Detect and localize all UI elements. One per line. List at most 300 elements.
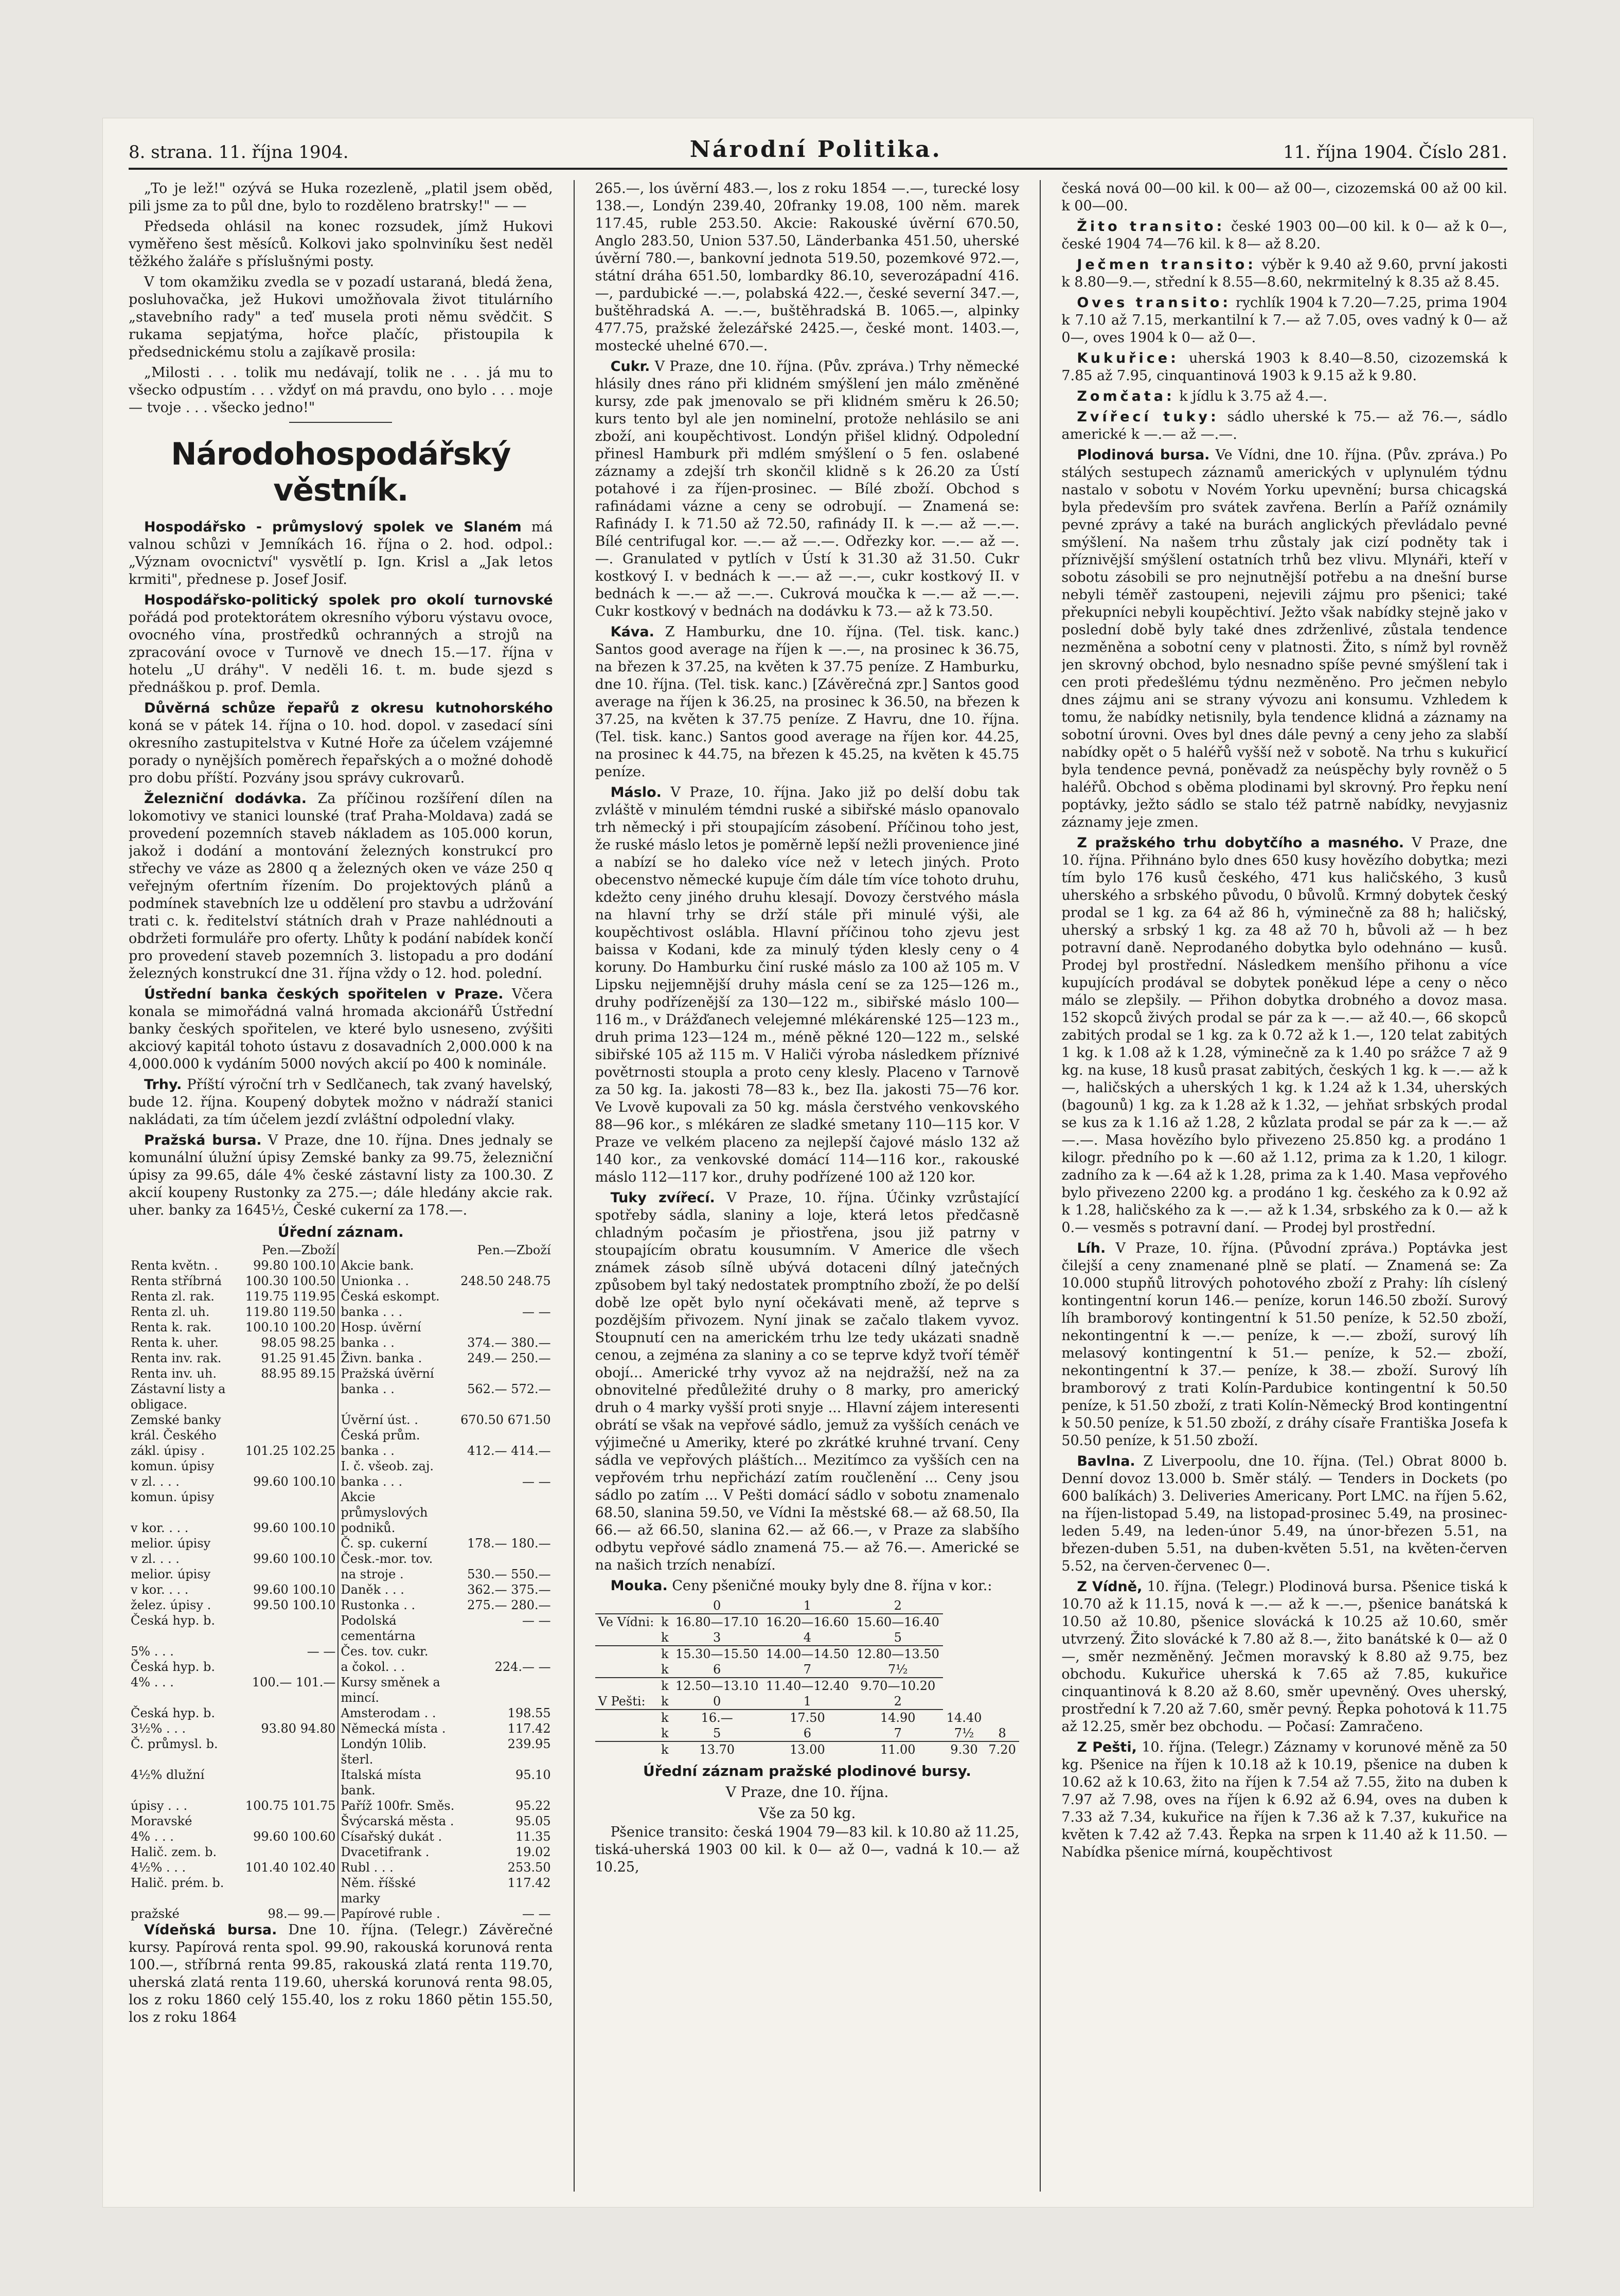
column-1 xyxy=(129,180,575,2192)
column-2 xyxy=(595,180,1041,2192)
table-row xyxy=(129,1258,553,1273)
continued-text: česká nová 00—00 kil. k 00— až 00—, cizozemská 00 až 00 kil. k 00—00. xyxy=(1061,181,1507,214)
table-cell: 7.20 xyxy=(988,1742,1016,1757)
table-cell: podniků. xyxy=(338,1520,458,1536)
article xyxy=(129,1921,553,2026)
table-row xyxy=(129,1289,553,1304)
article-head: Cukr. xyxy=(610,359,650,375)
table-cell: Hosp. úvěrní xyxy=(338,1320,458,1335)
table-cell: k xyxy=(661,1647,669,1661)
table-cell: 178.— 180.— xyxy=(467,1536,551,1551)
table-row xyxy=(129,1335,553,1350)
table-cell xyxy=(243,1412,339,1428)
table-cell: 1 xyxy=(762,1694,853,1710)
table-cell: 5% . . . xyxy=(131,1644,174,1659)
article-text: koná se v pátek 14. října o 10. hod. dopol. v zasedací síni okresního zastupitelstva v Kutné Hoře za účelem vzájemné porady o nynějších poměrech řepařských a o možné dohodě pro dobu příští. Pozvány jsou správy cukrovarů. xyxy=(129,718,553,786)
table-cell xyxy=(595,1646,658,1662)
table-cell: banka . . xyxy=(338,1381,458,1412)
table-cell: 11.40—12.40 xyxy=(766,1679,849,1693)
table-cell: 4% . . . xyxy=(131,1675,174,1689)
table-cell: Česká hyp. b. xyxy=(131,1706,215,1720)
article xyxy=(129,1076,553,1129)
table-cell: Renta k. uher. xyxy=(131,1336,219,1350)
table-row xyxy=(129,1705,553,1721)
table-cell xyxy=(243,1659,339,1675)
table-cell xyxy=(243,1489,339,1520)
article-text: uherská 1903 k 8.40—8.50, cizozemská k 7.85 až 7.95, cinquantinová 1903 k 9.15 až k 9.80. xyxy=(1061,350,1507,384)
table-cell: 253.50 xyxy=(507,1860,551,1875)
table-cell xyxy=(458,1520,553,1536)
table-row xyxy=(129,1875,553,1906)
section-title: Národohospodářský věstník. xyxy=(171,436,511,508)
table-cell xyxy=(458,1458,553,1474)
column-fade xyxy=(1061,2161,1507,2192)
table-cell: 4½% dlužní xyxy=(131,1768,205,1782)
table-cell: k xyxy=(658,1725,672,1741)
table-cell: 224.— — xyxy=(494,1660,551,1674)
table-cell: Renta květn. . xyxy=(131,1258,218,1273)
table-cell: Dvacetifrank . xyxy=(338,1844,458,1860)
table-cell: 13.00 xyxy=(790,1742,825,1757)
article-text: Dne 10. října. (Telegr.) Závěrečné kursy. Papírová renta spol. 99.90, rakouská korunová renta 100.—, stříbrná renta 99.85, rakouská zlatá renta 119.70, uherská zlatá renta 119.60, uherská korunová renta 98.05, los z roku 1860 celý 155.40, los z roku 1860 pětin 155.50, los z roku 1864 xyxy=(129,1922,553,2025)
table-cell: 99.60 100.10 xyxy=(253,1521,336,1535)
article-head: Z Pešti, xyxy=(1077,1739,1137,1755)
table-cell: 100.30 100.50 xyxy=(245,1274,336,1288)
table-cell: komun. úpisy xyxy=(131,1490,215,1504)
table-row xyxy=(129,1829,553,1844)
table-cell: 15.30—15.50 xyxy=(675,1647,759,1661)
article xyxy=(1061,1240,1507,1450)
table-cell xyxy=(243,1767,339,1798)
table-cell: želez. úpisy . xyxy=(131,1598,211,1612)
article-text: V Praze, dne 10. října. (Pův. zpráva.) Trhy německé hlásily dnes ráno při klidném smýšlení jen málo změněné kursy, zde pak jmenovalo se při klidném směru k 26.50; kurs tento byl ale jen nominelní, protože nehlásilo se ani zboží, ani koupěchtivost. Londýn přišel klidný. Odpolední přinesl Hamburk při mdlém smýšlení o 5 fen. oslabené záznamy a zdejší trh skončil klidně s k 26.20 za Ústí potahové i za říjen-prosinec. — Bílé zboží. Obchod s rafinádami vázne a ceny se odrobují. — Znamená se: Rafinády I. k 71.50 až 72.50, rafinády II. k —.— až —.—. Bílé centrifugal kor. —.— až —.—. Odřezky kor. —.— až —.—. Granulated v pytlích v Ústí k 31.30 až 31.50. Cukr kostkový I. v bednách k —.— až —.—, cukr kostkový II. v bednách k —.— až —.—. Cukrová moučka k —.— až —.—. Cukr kostkový v bednách na dodávku k 73.— až k 73.50. xyxy=(595,359,1020,619)
table-cell: k xyxy=(658,1662,672,1678)
table-cell: banka . . xyxy=(338,1443,458,1458)
continued-text: 265.—, los úvěrní 483.—, los z roku 1854 —.—, turecké losy 138.—, Londýn 239.40, 20franky 19.08, 100 něm. marek 117.45, ruble 253.50. Akcie: Rakouské úvěrní 670.50, Anglo 283.50, Union 537.50, Länderbanka 451.50, uherské úvěrní 780.—, bankovní jednota 519.50, pozemkové 972.—, státní dráha 651.50, lombardky 86.10, severozápadní 416.—, pardubické —.—, polabská 422.—, české severní 347.—, buštěhradská A. —.—, buštěhradská B. 1065.—, alpinky 477.75, pražské železářské 2425.—, české mont. 1403.—, mostecké uhelné 670.—. xyxy=(595,181,1020,354)
table-cell: 95.10 xyxy=(515,1768,551,1782)
table-cell: Č. průmysl. b. xyxy=(131,1737,218,1751)
table-cell: Císařský dukát . xyxy=(338,1829,458,1844)
table-cell: 7½ xyxy=(943,1725,985,1741)
table-cell: 95.05 xyxy=(515,1814,551,1828)
table-cell: 119.75 119.95 xyxy=(245,1289,336,1304)
table-row xyxy=(129,1844,553,1860)
article xyxy=(129,1132,553,1219)
table-cell: k xyxy=(661,1615,669,1629)
table-row xyxy=(129,1567,553,1582)
article xyxy=(129,790,553,983)
column-header: Pen.—Zboží xyxy=(262,1243,336,1257)
table-cell xyxy=(595,1741,658,1757)
table-cell: 99.50 100.10 xyxy=(253,1598,336,1612)
table-cell: 3 xyxy=(672,1630,762,1646)
intro-paragraph: „To je lež!" ozývá se Huka rozezleně, „platil jsem oběd, pili jsme za to půl dne, bylo to rozděleno bratrsky!" — — xyxy=(129,181,553,214)
table-cell: 198.55 xyxy=(507,1706,551,1720)
article xyxy=(595,624,1020,781)
table-cell: melior. úpisy xyxy=(131,1567,211,1581)
table-cell: 16.20—16.60 xyxy=(766,1615,849,1629)
table-cell xyxy=(595,1725,658,1741)
table-cell: 249.— 250.— xyxy=(467,1351,551,1365)
table-cell: — — xyxy=(522,1907,551,1921)
table-cell: na stroje . xyxy=(338,1567,458,1582)
produce-title: Úřední záznam pražské plodinové bursy. xyxy=(643,1763,971,1779)
table-cell: 670.50 671.50 xyxy=(460,1413,551,1427)
article xyxy=(1061,1578,1507,1736)
table-cell: 119.80 119.50 xyxy=(245,1305,336,1319)
table-cell xyxy=(243,1875,339,1906)
table-cell xyxy=(243,1428,339,1443)
table-cell: 100.— 101.— xyxy=(252,1675,336,1689)
table-cell xyxy=(243,1844,339,1860)
header-left: 8. strana. 11. října 1904. xyxy=(129,142,349,163)
table-row xyxy=(129,1304,553,1320)
table-cell: 9.70—10.20 xyxy=(860,1679,936,1693)
table-row xyxy=(129,1597,553,1613)
table-cell: Renta inv. rak. xyxy=(131,1351,222,1365)
article xyxy=(1061,1739,1507,1861)
table-cell: 99.60 100.10 xyxy=(253,1474,336,1489)
table-cell: 5 xyxy=(852,1630,943,1646)
table-row xyxy=(595,1678,1020,1694)
table-cell: v kor. . . . xyxy=(131,1582,189,1597)
table-cell xyxy=(458,1366,553,1381)
table-cell: 100.75 101.75 xyxy=(245,1799,336,1813)
table-cell: 101.40 102.40 xyxy=(245,1860,336,1875)
table-cell: 117.42 xyxy=(507,1721,551,1736)
table-cell: 9.30 xyxy=(950,1742,978,1757)
table-cell: 12.50—13.10 xyxy=(675,1679,759,1693)
intro-paragraph: „Milosti . . . tolik mu nedávají, tolik ne . . . já mu to všecko odpustím . . . vždyť on má pravdu, ono bylo . . . moje — tvoje . . . všecko jedno!" xyxy=(129,365,553,416)
table-row xyxy=(129,1428,553,1443)
table-cell xyxy=(243,1567,339,1582)
article-head: Ječmen transito: xyxy=(1077,257,1256,273)
table-cell: 4% . . . xyxy=(131,1829,174,1844)
table-row xyxy=(129,1906,553,1921)
divider xyxy=(289,422,392,423)
article xyxy=(595,358,1020,620)
table-row xyxy=(129,1458,553,1474)
table-cell xyxy=(243,1458,339,1474)
article-text: Příští výroční trh v Sedlčanech, tak zvaný havelský, bude 12. října. Koupený dobytek možno v nádraží stanici nakládati, za tím účelem jezdí zvláštní odpolední vlaky. xyxy=(129,1077,553,1128)
article xyxy=(1061,408,1507,443)
intro-paragraph: Předseda ohlásil na konec rozsudek, jímž Hukovi vyměřeno šest měsíců. Kolkovi jako spolnviníku šest neděl těžkého žaláře s příslušnými posty. xyxy=(129,219,553,270)
article-text: výběr k 9.40 až 9.60, první jakosti k 8.80—9.—, střední k 8.55—8.60, nekrmitelný k 8.35 až 8.45. xyxy=(1061,257,1507,290)
table-row xyxy=(129,1582,553,1597)
table-cell xyxy=(458,1644,553,1659)
article xyxy=(1061,1453,1507,1575)
table-cell: Londýn 10lib. šterl. xyxy=(338,1736,458,1767)
table-cell: 248.50 248.75 xyxy=(460,1274,551,1288)
table-cell: Renta zl. rak. xyxy=(131,1289,215,1304)
table-cell: 7 xyxy=(762,1662,853,1678)
table-cell xyxy=(595,1710,658,1725)
table-cell: Česká eskompt. xyxy=(338,1289,458,1304)
table-row xyxy=(129,1536,553,1551)
article-head: Hospodářsko-politický spolek pro okolí turnovské xyxy=(144,592,553,608)
table-cell: — — xyxy=(307,1644,336,1659)
table-cell: — — xyxy=(522,1474,551,1489)
table-cell xyxy=(458,1551,553,1567)
table-cell xyxy=(458,1675,553,1705)
table-cell: 14.40 xyxy=(946,1710,982,1725)
article-head: Kukuřice: xyxy=(1077,350,1179,366)
article-text: V Praze, 10. října. Jako již po delší dobu tak zvláště v minulém témdni ruské a sibiřské máslo opanovalo trh německý i při stoupajícím zásobení. Příčinou toho jest, že ruské máslo letos je poměrně lepší nežli provenience jiné a nabízí se ho daleko více než v letech jiných. Proto obecenstvo německé kupuje čím dále tím více tohoto druhu, kdežto ceny jiného druhu klesají. Dovozy čerstvého másla na hlavní trhy se drží stále při minulé výši, ale koupěchtivost oslábla. Hlavní příčinou toho zjevu jest baissa v Kodani, kde za minulý týden klesly ceny o 4 koruny. Do Hamburku činí ruské máslo za 100 až 105 m. V Lipsku nejjemnější druhy másla cení se za 125—126 m., druhy podřízenější za 130—122 m., sibiřské máslo 100—116 m., v Drážďanech velejemné mlékárenské 125—123 m., druh prima 123—124 m., méně pěkné 120—122 m., selské sibiřské 105 až 115 m. V Haliči výroba následkem příznivé povětrnosti stoupla a proto ceny klesly. Placeno v Tarnově za 50 kg. Ia. jakosti 78—83 k., bez Ila. jakosti 75—76 kor. Ve Lvově kupovali za 50 kg. másla čerstvého venkovského 88—96 kor., s mlékáren ze sladké smetany 110—115 kor. V Praze ve velkém placeno za nejlepší čajové máslo 132 až 140 kor., za venkovské domácí 114—116 kor., rakouské máslo 112—117 kor., druhy podřízené 100 až 120 kor. xyxy=(595,785,1020,1185)
table-cell: Akcie bank. xyxy=(338,1258,458,1273)
article-head: Plodinová bursa. xyxy=(1077,447,1210,463)
table-row xyxy=(129,1443,553,1458)
article-text: Včera konala se mimořádná valná hromada akcionářů Ústřední banky českých spořitelen, ve které bylo usneseno, zvýšiti akciový kapitál tohoto ústavu z dosavadních 2,000.000 k na 4,000.000 k vydáním 5000 nových akcií po 400 k nominále. xyxy=(129,986,553,1072)
table-cell: Česká hyp. b. xyxy=(131,1660,215,1674)
table-cell: 16.80—17.10 xyxy=(675,1615,759,1629)
table-row xyxy=(595,1741,1020,1757)
table-cell xyxy=(595,1678,658,1694)
table-cell: 91.25 91.45 xyxy=(261,1351,336,1365)
article-head: Železniční dodávka. xyxy=(144,791,307,807)
article-head: Zvířecí tuky: xyxy=(1077,409,1219,425)
table-cell: Úvěrní úst. . xyxy=(338,1412,458,1428)
table-cell: Česk.-mor. tov. xyxy=(338,1551,458,1567)
article-head: Oves transito: xyxy=(1077,295,1232,311)
table-cell: Česká prům. xyxy=(338,1428,458,1443)
newspaper-page xyxy=(103,118,1533,2207)
table-cell: 15.60—16.40 xyxy=(856,1615,939,1629)
table-row xyxy=(129,1350,553,1366)
table-cell: Německá místa . xyxy=(338,1721,458,1736)
produce-subtitle: Vše za 50 kg. xyxy=(758,1805,856,1822)
table-cell: 275.— 280.— xyxy=(467,1598,551,1612)
table-cell: 374.— 380.— xyxy=(467,1336,551,1350)
article-text: české 1903 00—00 kil. k 0— až k 0—, české 1904 74—76 kil. k 8— až 8.20. xyxy=(1061,219,1507,252)
article-head: Vídeňská bursa. xyxy=(144,1922,277,1938)
exchange-table xyxy=(129,1242,553,1921)
table-cell: Kursy směnek a mincí. xyxy=(338,1675,458,1705)
page-header xyxy=(129,134,1507,170)
column-header: 0 xyxy=(672,1598,762,1614)
table-cell: v kor. . . . xyxy=(131,1521,189,1535)
table-row xyxy=(129,1644,553,1659)
table-cell: k xyxy=(661,1742,669,1757)
table-cell: 98.— 99.— xyxy=(268,1907,336,1921)
article-head: Tuky zvířecí. xyxy=(610,1190,715,1206)
table-cell: Rustonka . . xyxy=(338,1597,458,1613)
table-cell: I. č. všeob. zaj. xyxy=(338,1458,458,1474)
table-row xyxy=(595,1662,1020,1678)
article xyxy=(1061,447,1507,831)
table-title: Úřední záznam. xyxy=(277,1223,404,1240)
article-text: Za příčinou rozšíření dílen na lokomotivy ve stanici lounské (trať Praha-Moldava) zadá se provedení pozemních staveb nákladem as 105.000 korun, jakož i dodání a montování železných konstrukcí pro střechy ve váze as 2800 q a železných oken ve váze 250 q veřejným ofertním řízením. Do projektových plánů a podmínek stavebních lze u oddělení pro stavbu a udržování trati c. k. ředitelství státních drah v Praze nahlédnouti a obdržeti formuláře pro oferty. Lhůty k podání nabídek končí pro provedení staveb pozemních 3. listopadu a pro dodání železných konstrukcí dne 31. října vždy o 12. hod. polední. xyxy=(129,791,553,982)
flour-table xyxy=(595,1598,1020,1757)
article xyxy=(129,592,553,697)
article-text: má valnou schůzi v Jemníkách 16. října o 2. hod. odpol.: „Význam ovocnictví" vysvětlí p. Ign. Krisl a „Jak letos krmiti", přednese p. Josef Josif. xyxy=(129,519,553,588)
table-cell: 412.— 414.— xyxy=(467,1444,551,1458)
table-cell: 3½% . . . xyxy=(131,1721,186,1736)
article xyxy=(1061,388,1507,405)
article-text: Z Liverpoolu, dne 10. října. (Tel.) Obrat 8000 b. Denní dovoz 13.000 b. Směr stálý. — Tenders in Dockets (po 600 balíkách) 3. Deliveries Americany. Port LMC. na říjen 5.62, na říjen-listopad 5.49, na listopad-prosinec 5.49, na prosinec-leden 5.49, na leden-únor 5.49, na únor-březen 5.51, na březen-duben 5.51, na duben-květen 5.51, na květen-červen 5.52, na červen-červenec 0—. xyxy=(1061,1453,1507,1574)
table-cell: 7½ xyxy=(852,1662,943,1678)
table-cell xyxy=(243,1536,339,1551)
table-row xyxy=(595,1710,1020,1725)
table-row xyxy=(129,1675,553,1705)
table-cell xyxy=(595,1662,658,1678)
table-cell: 17.50 xyxy=(790,1711,825,1725)
column-fade xyxy=(129,2161,574,2192)
table-cell: Halič. prém. b. xyxy=(131,1876,224,1890)
table-cell: k xyxy=(661,1711,669,1725)
table-cell: 16.— xyxy=(701,1711,733,1725)
table-cell: k xyxy=(658,1694,672,1710)
table-row xyxy=(129,1489,553,1520)
header-right: 11. října 1904. Číslo 281. xyxy=(1283,142,1507,163)
article-head: Mouka. xyxy=(610,1578,668,1594)
article-head: Trhy. xyxy=(144,1077,182,1093)
table-cell: Něm. říšské marky xyxy=(338,1875,458,1906)
article-head: Důvěrná schůze řepařů z okresu kutnohorského xyxy=(144,700,553,716)
article-head: Pražská bursa. xyxy=(144,1132,262,1148)
table-cell: 6 xyxy=(672,1662,762,1678)
table-cell: Podolská cementárna xyxy=(338,1613,458,1644)
column-header: 1 xyxy=(762,1598,853,1614)
table-cell: banka . . . xyxy=(338,1304,458,1320)
table-cell: Živn. banka . xyxy=(338,1350,458,1366)
table-cell: Amsterodam . . xyxy=(338,1705,458,1721)
produce-text: Pšenice transito: česká 1904 79—83 kil. k 10.80 až 11.25, tiská-uherská 1903 00 kil. k 0— až 0—, vadná k 10.— až 10.25, xyxy=(595,1824,1020,1875)
table-row xyxy=(129,1659,553,1675)
table-cell: k xyxy=(661,1679,669,1693)
table-row xyxy=(129,1860,553,1875)
table-cell xyxy=(243,1736,339,1767)
table-cell: 11.00 xyxy=(880,1742,916,1757)
article-text: Z Hamburku, dne 10. října. (Tel. tisk. kanc.) Santos good average na říjen k —.—, na prosinec k 36.75, na březen k 37.25, na květen k 37.75 peníze. Z Hamburku, dne 10. října. (Tel. tisk. kanc.) [Závěrečná zpr.] Santos good average na říjen k 36.25, na prosinec k 36.50, na březen k 37.25, na květen k 37.75 peníze. Z Havru, dne 10. října. (Tel. tisk. kanc.) Santos good average na říjen kor. 44.25, na prosinec k 44.75, na březen k 45.25, na květen k 45.75 peníze. xyxy=(595,624,1020,780)
table-cell: úpisy . . . xyxy=(131,1799,188,1813)
article xyxy=(129,519,553,589)
column-fade xyxy=(595,2161,1040,2192)
article xyxy=(595,1577,1020,1595)
table-cell: 99.80 100.10 xyxy=(253,1258,336,1273)
table-cell: Česká hyp. b. xyxy=(131,1613,215,1628)
article-head: Ústřední banka českých spořitelen v Praze. xyxy=(144,986,504,1002)
table-row xyxy=(129,1813,553,1829)
table-cell: — — xyxy=(522,1613,551,1628)
article-text: Ceny pšeničné mouky byly dne 8. října v kor.: xyxy=(672,1578,992,1594)
column-header: Pen.—Zboží xyxy=(477,1243,551,1257)
article-head: Z Vídně, xyxy=(1077,1579,1143,1595)
article xyxy=(129,986,553,1073)
table-cell: banka . . . xyxy=(338,1474,458,1489)
table-cell: Ve Vídni: xyxy=(598,1615,654,1629)
table-row xyxy=(595,1694,1020,1710)
table-cell: Renta inv. uh. xyxy=(131,1366,217,1381)
table-cell: Čes. tov. cukr. xyxy=(338,1644,458,1659)
article-head: Káva. xyxy=(610,624,654,640)
table-cell xyxy=(243,1613,339,1644)
table-cell: 99.60 100.10 xyxy=(253,1552,336,1566)
table-cell: k xyxy=(658,1630,672,1646)
table-cell: 8 xyxy=(985,1725,1019,1741)
table-row xyxy=(129,1767,553,1798)
table-cell: 7 xyxy=(852,1725,943,1741)
table-cell: Daněk . . . xyxy=(338,1582,458,1597)
table-cell: 11.35 xyxy=(515,1829,551,1844)
table-cell: v zl. . . . xyxy=(131,1474,180,1489)
table-cell: 5 xyxy=(672,1725,762,1741)
table-row xyxy=(595,1646,1020,1662)
table-cell: 4 xyxy=(762,1630,853,1646)
table-cell xyxy=(243,1381,339,1412)
article-head: Líh. xyxy=(1077,1240,1106,1256)
table-cell: Akcie průmyslových xyxy=(338,1489,458,1520)
table-row xyxy=(129,1721,553,1736)
table-cell: 362.— 375.— xyxy=(467,1582,551,1597)
article-text: rychlík 1904 k 7.20—7.25, prima 1904 k 7.10 až 7.15, merkantilní k 7.— až 7.05, oves vadný k 0— až 0—, oves 1904 k 0— až 0—. xyxy=(1061,295,1507,346)
table-cell: Švýcarská města . xyxy=(338,1813,458,1829)
table-cell: Papírové ruble . xyxy=(338,1906,458,1921)
table-row xyxy=(595,1630,1020,1646)
table-cell: 6 xyxy=(762,1725,853,1741)
table-cell xyxy=(458,1289,553,1304)
intro-paragraph: V tom okamžiku zvedla se v pozadí ustaraná, bledá žena, posluhovačka, jež Hukovi umožňovala život titulárního „stavebního rady" a teď musela proti němu svědčit. S rukama sepjatýma, hořce plačíc, přistoupila k předsednickému stolu a zajíkavě prosila: xyxy=(129,274,553,360)
table-cell: Renta stříbrná xyxy=(131,1274,222,1288)
table-row xyxy=(129,1474,553,1489)
table-cell: v zl. . . . xyxy=(131,1552,180,1566)
table-row xyxy=(129,1273,553,1289)
table-cell: — — xyxy=(522,1305,551,1319)
article-text: V Praze, dne 10. října. Dnes jednaly se komunální úlužní úpisy Zemské banky za 99.75, železniční úpisy za 99.65, dále 4% české zástavní listy za 100.30. Z akcií koupeny Rustonky za 275.—; dále hledány akcie rak. uher. banky za 1645½, České cukerní za 178.—. xyxy=(129,1132,553,1218)
table-cell: Rubl . . . xyxy=(338,1860,458,1875)
table-row xyxy=(129,1320,553,1335)
table-row xyxy=(129,1381,553,1412)
table-cell: Č. sp. cukerní xyxy=(338,1536,458,1551)
table-cell: 12.80—13.50 xyxy=(856,1647,939,1661)
article-head: Žito transito: xyxy=(1077,219,1225,235)
columns xyxy=(129,180,1507,2192)
article-head: Hospodářsko - průmyslový spolek ve Slaném xyxy=(144,519,522,535)
table-cell: 88.95 89.15 xyxy=(261,1366,336,1381)
table-row xyxy=(595,1614,1020,1630)
article xyxy=(1061,218,1507,253)
table-cell: banka . . xyxy=(338,1335,458,1350)
table-cell: 93.80 94.80 xyxy=(261,1721,336,1736)
table-row xyxy=(129,1613,553,1644)
table-cell: 101.25 102.25 xyxy=(245,1444,336,1458)
table-cell: Moravské xyxy=(131,1814,192,1828)
table-cell: V Pešti: xyxy=(595,1694,658,1710)
article xyxy=(1061,834,1507,1237)
table-cell: 99.60 100.60 xyxy=(253,1829,336,1844)
table-cell: Unionka . . xyxy=(338,1273,458,1289)
table-row xyxy=(129,1366,553,1381)
article-text: 10. října. (Telegr.) Záznamy v korunové měně za 50 kg. Pšenice na říjen k 10.18 až k 10.19, pšenice na duben k 10.62 až k 10.63, žito na říjen k 7.54 až 7.55, žito na duben k 7.97 až 7.98, oves na říjen k 6.92 až 6.94, oves na duben k 7.33 až 7.34, kukuřice na říjen k 7.36 až k 7.37, kukuřice na květen k 7.42 až 7.43. Řepka na srpen k 11.40 až k 11.50. — Nabídka pšenice mírná, koupěchtivost xyxy=(1061,1739,1507,1860)
article-text: V Praze, dne 10. října. Přihnáno bylo dnes 650 kusy hovězího dobytka; mezi tím bylo 176 kusů českého, 471 kus haličského, 3 kusů uherského a srbského původu, 0 bůvolů. Krmný dobytek český prodal se 1 kg. za 64 až 86 h, výminečně za 88 h; haličský, uherský a srbský 1 kg. za 48 až 70 h, bůvoli až — h bez potravní daně. Neprodaného dobytka bylo odehnáno — kusů. Prodej byl prostřední. Následkem menšího přihonu a více kupujících prodával se dobytek poněkud lépe a ceny o něco málo se zlepšily. — Přihon dobytka drobného a dovoz masa. 152 skopců živých prodal se pár za k —.— až 40.—, 66 skopců zabitých prodal se 1 kg. za k 0.72 až k 1.—, 120 telat zabitých 1 kg. k 1.08 až k 1.28, výminečně za k 1.40 po srážce 7 až 9 kg. na kuse, 18 kusů prasat zabitých, českých 1 kg. k —.— až k —, haličských a uherských 1 kg. k 1.24 až k 1.34, uherských (bagounů) 1 kg. za k 1.28 až k 1.32, — jehňat srbských prodal se kus za k 1.16 až 1.28, 2 kůzlata prodal se pár za k —.— až —.—. Masa hovězího bylo přivezeno 25.850 kg. a prodáno 1 kilogr. předního po k —.60 až 1.12, prima za k 1.20, 1 kilogr. zadního za k —.64 až k 1.28, prima za k 1.40. Masa vepřového bylo přivezeno 2200 kg. a prodáno 1 kg. českého za k 0.92 až k 1.28, haličského za k —.— až k 1.34, srbského za k 0.— až k 0.— vesměs s potravní daní. — Prodej byl prostřední. xyxy=(1061,835,1507,1236)
table-row xyxy=(129,1736,553,1767)
article xyxy=(595,784,1020,1186)
table-cell: 2 xyxy=(852,1694,943,1710)
table-cell: král. Českého xyxy=(131,1428,217,1443)
article xyxy=(1061,350,1507,385)
table-cell: 99.60 100.10 xyxy=(253,1582,336,1597)
table-cell: Italská místa bank. xyxy=(338,1767,458,1798)
table-cell: 14.90 xyxy=(880,1711,916,1725)
table-cell: zákl. úpisy . xyxy=(131,1444,205,1458)
table-row xyxy=(595,1725,1020,1741)
table-cell xyxy=(243,1813,339,1829)
article-text: sádlo uherské k 75.— až 76.—, sádlo americké k —.— až —.—. xyxy=(1061,409,1507,442)
masthead: Národní Politika. xyxy=(689,136,942,163)
produce-subtitle: V Praze, dne 10. října. xyxy=(725,1784,889,1801)
article xyxy=(595,1189,1020,1574)
article xyxy=(1061,256,1507,291)
table-cell xyxy=(458,1489,553,1520)
